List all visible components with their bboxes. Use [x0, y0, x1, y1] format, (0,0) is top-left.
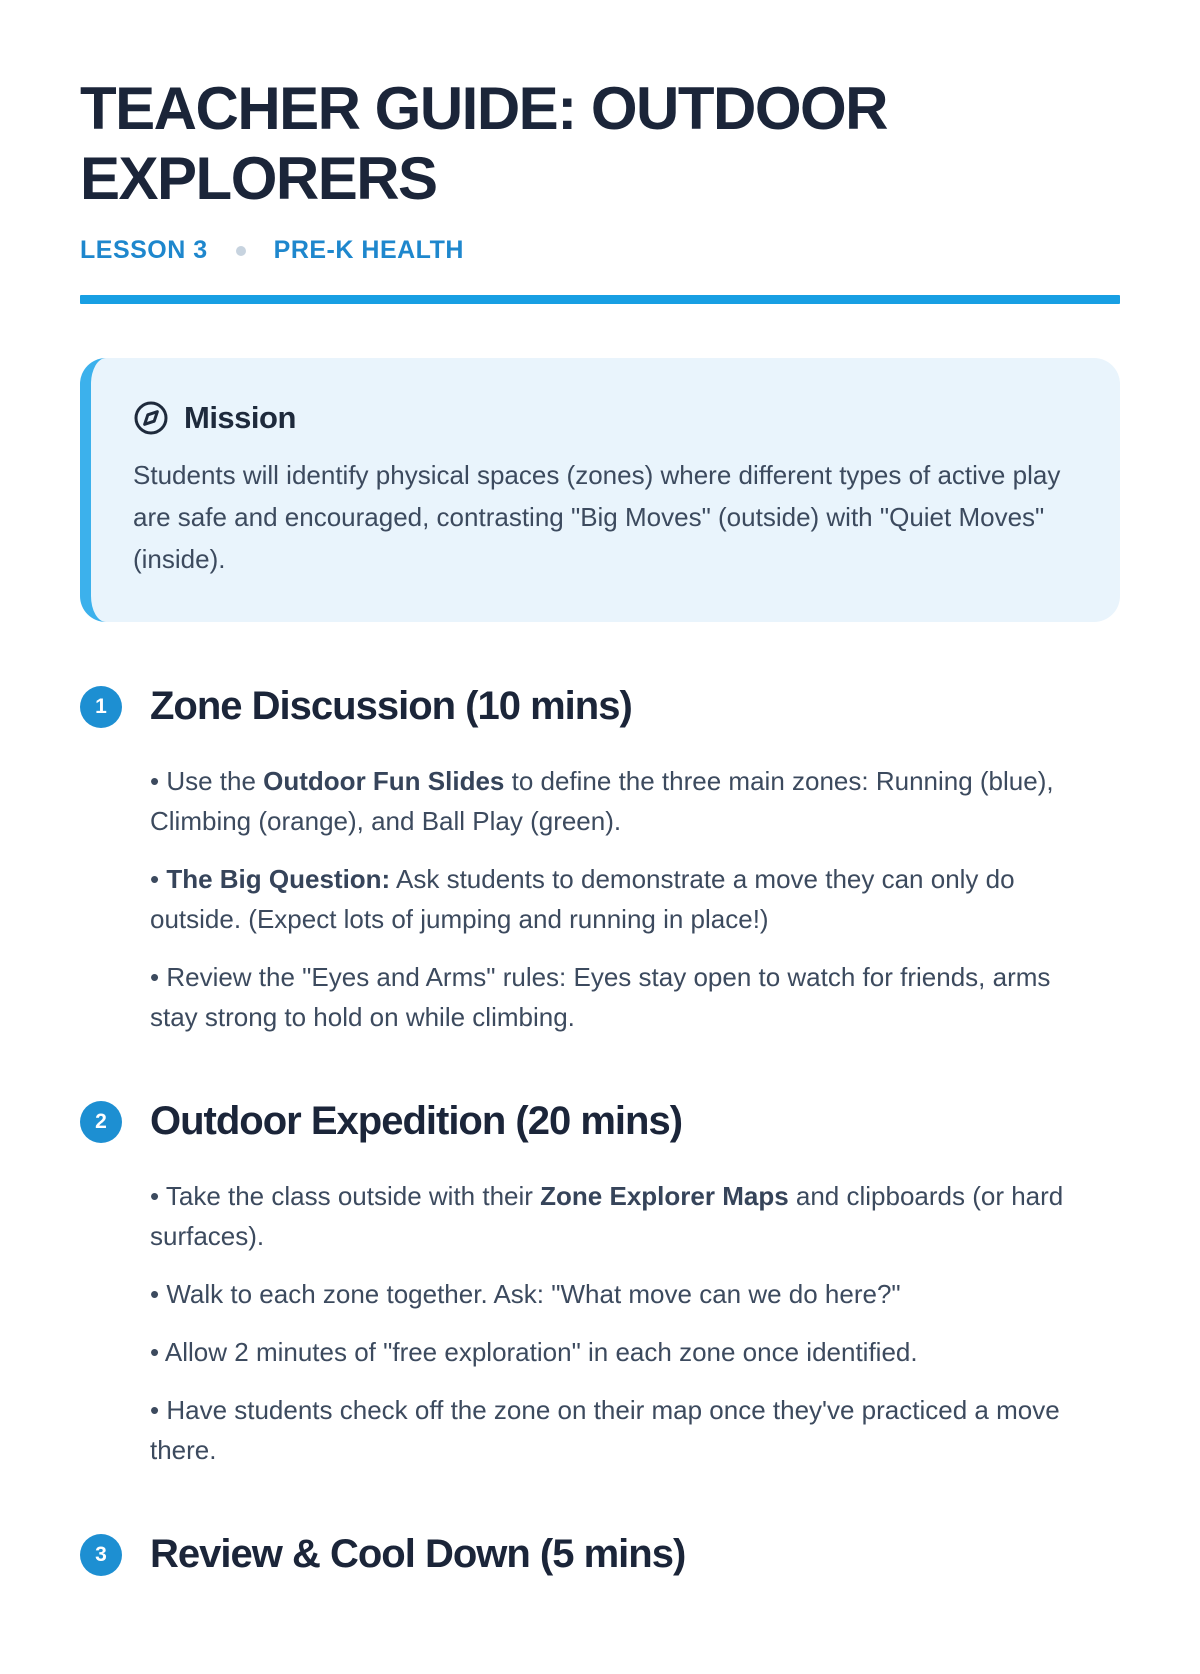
bullet-bold-text: Zone Explorer Maps — [540, 1181, 789, 1212]
bullet-item — [150, 1176, 1095, 1256]
mission-body-text: Students will identify physical spaces (zones) where different types of active play are safe and encouraged, contrasting "Big Moves" (outside) with "Quiet Moves" (inside). — [133, 460, 1061, 575]
lesson-meta-row — [80, 236, 1120, 265]
section-number-badge: 2 — [80, 1101, 122, 1143]
bullet-text: and clipboards (or hard surfaces). — [150, 1181, 1064, 1252]
bullet-text: Ask students to demonstrate a move they can only do outside. (Expect lots of jumping and running in place!) — [150, 864, 1015, 935]
bullet-item — [150, 1274, 1095, 1314]
page-title: TEACHER GUIDE: OUTDOOR EXPLORERS — [80, 75, 887, 213]
mission-callout — [80, 358, 1120, 622]
bullet-bold-text: The Big Question: — [166, 864, 391, 895]
section-title: Review & Cool Down (5 mins) — [150, 1532, 686, 1577]
bullet-text: Use the — [166, 766, 264, 797]
bullet-text: Review the "Eyes and Arms" rules: Eyes stay open to watch for friends, arms stay strong to hold on while climbing. — [150, 962, 1051, 1033]
section-divider — [80, 295, 1120, 304]
bullet-item — [150, 761, 1095, 841]
subject-label: PRE-K HEALTH — [273, 236, 464, 265]
bullet-text: Walk to each zone together. Ask: "What move can we do here?" — [166, 1279, 901, 1310]
section-number-badge: 1 — [80, 686, 122, 728]
mission-title: Mission — [184, 400, 296, 436]
bullet-bold-text: Outdoor Fun Slides — [263, 766, 505, 797]
bullet-text: to define the three main zones: Running (blue), Climbing (orange), and Ball Play (green). — [150, 766, 1054, 837]
mission-header — [133, 400, 1074, 436]
section-number-badge: 3 — [80, 1534, 122, 1576]
bullet-item — [150, 859, 1095, 939]
bullet-text: Have students check off the zone on their map once they've practiced a move there. — [150, 1395, 1060, 1466]
bullet-text: Allow 2 minutes of "free exploration" in each zone once identified. — [164, 1337, 918, 1368]
lesson-label: LESSON 3 — [80, 236, 208, 265]
document-page — [0, 74, 1200, 1577]
bullet-item — [150, 957, 1095, 1037]
section-review-cool-down — [80, 1532, 1120, 1577]
bullet-list — [150, 761, 1095, 1037]
section-header — [80, 1099, 1120, 1144]
section-title: Outdoor Expedition (20 mins) — [150, 1099, 683, 1144]
section-header — [80, 1532, 1120, 1577]
bullet-item — [150, 1332, 1095, 1372]
dot-separator-icon — [236, 246, 246, 256]
compass-icon — [133, 400, 169, 436]
bullet-list — [150, 1176, 1095, 1470]
section-header — [80, 684, 1120, 729]
section-title: Zone Discussion (10 mins) — [150, 684, 632, 729]
section-zone-discussion — [80, 684, 1120, 1037]
section-outdoor-expedition — [80, 1099, 1120, 1470]
bullet-item — [150, 1390, 1095, 1470]
bullet-text: Take the class outside with their — [165, 1181, 541, 1212]
